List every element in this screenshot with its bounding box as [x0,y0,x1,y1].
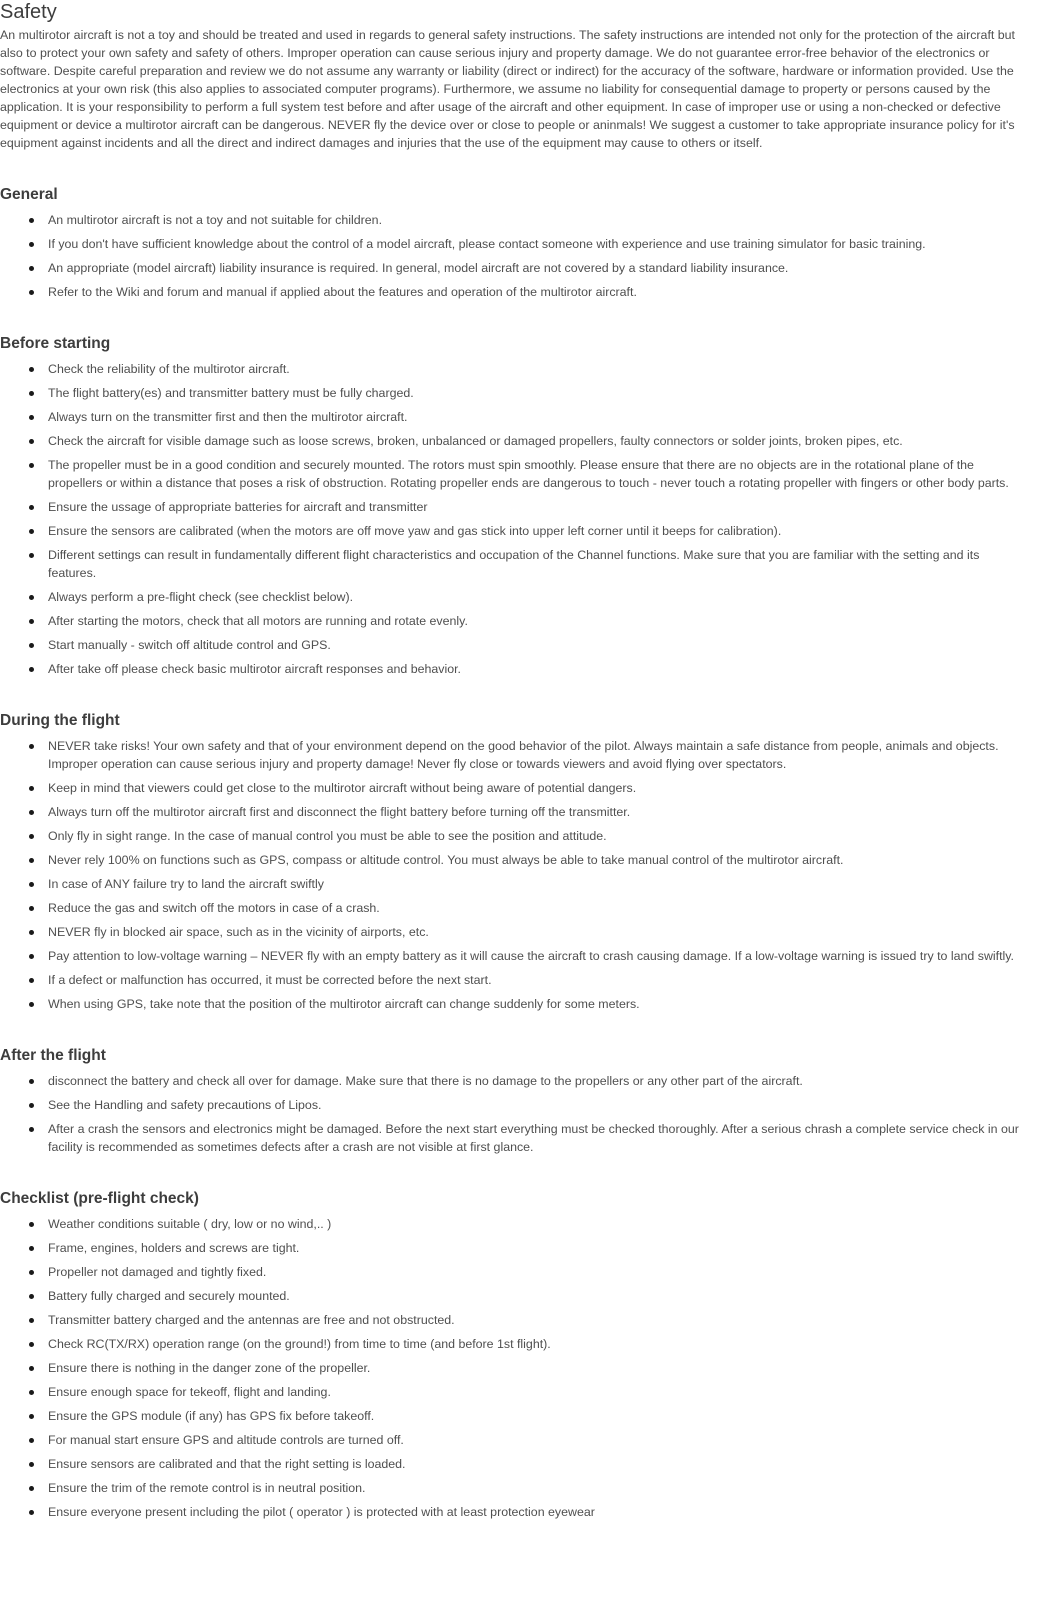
list-item: Never rely 100% on functions such as GPS, compass or altitude control. You must always be able to take manual control of the multirotor aircraft. [0,851,1025,869]
list-item: Ensure sensors are calibrated and that the right setting is loaded. [0,1455,1025,1473]
section-checklist-pre-flight-check [0,1189,1025,1521]
list-item: Check the aircraft for visible damage such as loose screws, broken, unbalanced or damaged propellers, faulty connectors or solder joints, broken pipes, etc. [0,432,1025,450]
section-during-the-flight [0,711,1025,1013]
section-heading: Checklist (pre-flight check) [0,1190,199,1207]
list-item: If a defect or malfunction has occurred, it must be corrected before the next start. [0,971,1025,989]
list-item: Check the reliability of the multirotor aircraft. [0,360,1025,378]
list-item: In case of ANY failure try to land the aircraft swiftly [0,875,1025,893]
section-heading: General [0,186,58,203]
list-item: The propeller must be in a good condition and securely mounted. The rotors must spin smoothly. Please ensure that there are no objects are in the rotational plane of the propellers or within a distance that poses a risk of obstruction. Rotating propeller ends are dangerous to touch - never touch a rotating propeller with fingers or other body parts. [0,456,1025,492]
section-heading: After the flight [0,1047,106,1064]
list-item: NEVER fly in blocked air space, such as in the vicinity of airports, etc. [0,923,1025,941]
list-item: Ensure everyone present including the pilot ( operator ) is protected with at least protection eyewear [0,1503,1025,1521]
list-item: Check RC(TX/RX) operation range (on the ground!) from time to time (and before 1st flight). [0,1335,1025,1353]
list-item: Always turn on the transmitter first and then the multirotor aircraft. [0,408,1025,426]
list-item: Ensure there is nothing in the danger zone of the propeller. [0,1359,1025,1377]
list-item: Ensure the sensors are calibrated (when the motors are off move yaw and gas stick into upper left corner until it beeps for calibration). [0,522,1025,540]
sections-container [0,185,1025,1521]
list-item: When using GPS, take note that the position of the multirotor aircraft can change suddenly for some meters. [0,995,1025,1013]
list-item: Different settings can result in fundamentally different flight characteristics and occupation of the Channel functions. Make sure that you are familiar with the setting and its features. [0,546,1025,582]
section-after-the-flight [0,1046,1025,1156]
list-item: If you don't have sufficient knowledge about the control of a model aircraft, please contact someone with experience and use training simulator for basic training. [0,235,1025,253]
list-item: Pay attention to low-voltage warning – NEVER fly with an empty battery as it will cause the aircraft to crash causing damage. If a low-voltage warning is issued try to land swiftly. [0,947,1025,965]
intro-paragraph: An multirotor aircraft is not a toy and should be treated and used in regards to general safety instructions. The safety instructions are intended not only for the protection of the aircraft but also to protect your own safety and safety of others. Improper operation can cause serious injury and property damage. We do not guarantee error-free behavior of the electronics or software. Despite careful preparation and review we do not assume any warranty or liability (direct or indirect) for the accuracy of the software, hardware or information provided. Use the electronics at your own risk (this also applies to associated computer programs). Furthermore, we assume no liability for consequential damage to property or persons caused by the application. It is your responsibility to perform a full system test before and after usage of the aircraft and other equipment. In case of improper use or using a non-checked or defective equipment or device a multirotor aircraft can be dangerous. NEVER fly the device over or close to people or aninmals! We suggest a customer to take appropriate insurance policy for it's equipment against incidents and all the direct and indirect damages and injuries that the use of the equipment may cause to others or itself. [0,28,1015,150]
list-item: Only fly in sight range. In the case of manual control you must be able to see the position and attitude. [0,827,1025,845]
list-item: Ensure enough space for tekeoff, flight and landing. [0,1383,1025,1401]
bullet-list [0,737,1025,1013]
list-item: Ensure the ussage of appropriate batteries for aircraft and transmitter [0,498,1025,516]
list-item: Battery fully charged and securely mounted. [0,1287,1025,1305]
list-item: Always perform a pre-flight check (see checklist below). [0,588,1025,606]
section-before-starting [0,334,1025,678]
bullet-list [0,211,1025,301]
list-item: See the Handling and safety precautions of Lipos. [0,1096,1025,1114]
list-item: Always turn off the multirotor aircraft first and disconnect the flight battery before turning off the transmitter. [0,803,1025,821]
list-item: The flight battery(es) and transmitter battery must be fully charged. [0,384,1025,402]
list-item: Reduce the gas and switch off the motors in case of a crash. [0,899,1025,917]
list-item: Refer to the Wiki and forum and manual if applied about the features and operation of the multirotor aircraft. [0,283,1025,301]
list-item: Transmitter battery charged and the antennas are free and not obstructed. [0,1311,1025,1329]
list-item: After a crash the sensors and electronics might be damaged. Before the next start everything must be checked thoroughly. After a serious chrash a complete service check in our facility is recommended as sometimes defects after a crash are not visible at first glance. [0,1120,1025,1156]
list-item: Weather conditions suitable ( dry, low or no wind,.. ) [0,1215,1025,1233]
list-item: Ensure the trim of the remote control is in neutral position. [0,1479,1025,1497]
list-item: disconnect the battery and check all over for damage. Make sure that there is no damage to the propellers or any other part of the aircraft. [0,1072,1025,1090]
bullet-list [0,1215,1025,1521]
list-item: After take off please check basic multirotor aircraft responses and behavior. [0,660,1025,678]
section-heading: Before starting [0,335,111,352]
bullet-list [0,360,1025,678]
section-general [0,185,1025,301]
list-item: NEVER take risks! Your own safety and that of your environment depend on the good behavior of the pilot. Always maintain a safe distance from people, animals and objects. Improper operation can cause serious injury and property damage! Never fly close or towards viewers and avoid flying over spectators. [0,737,1025,773]
list-item: After starting the motors, check that all motors are running and rotate evenly. [0,612,1025,630]
list-item: An appropriate (model aircraft) liability insurance is required. In general, model aircraft are not covered by a standard liability insurance. [0,259,1025,277]
bullet-list [0,1072,1025,1156]
list-item: Keep in mind that viewers could get close to the multirotor aircraft without being aware of potential dangers. [0,779,1025,797]
list-item: An multirotor aircraft is not a toy and not suitable for children. [0,211,1025,229]
list-item: Frame, engines, holders and screws are tight. [0,1239,1025,1257]
list-item: For manual start ensure GPS and altitude controls are turned off. [0,1431,1025,1449]
page-title: Safety [0,1,57,23]
list-item: Start manually - switch off altitude control and GPS. [0,636,1025,654]
list-item: Propeller not damaged and tightly fixed. [0,1263,1025,1281]
list-item: Ensure the GPS module (if any) has GPS fix before takeoff. [0,1407,1025,1425]
section-heading: During the flight [0,712,120,729]
